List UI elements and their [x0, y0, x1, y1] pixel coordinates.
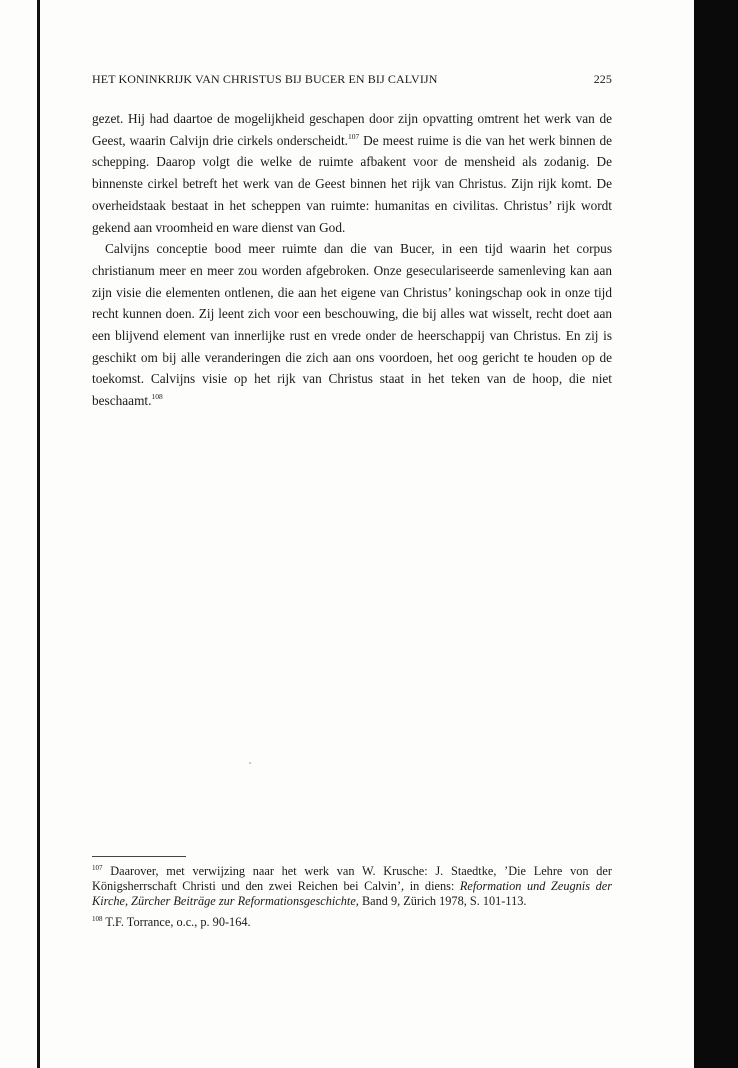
running-title: HET KONINKRIJK VAN CHRISTUS BIJ BUCER EN BIJ CALVIJN: [92, 72, 438, 86]
footnotes: [92, 864, 612, 936]
paragraph-text: gezet. Hij had daartoe de mogelijkheid geschapen door zijn opvatting omtrent het werk van de Geest, waarin Calvijn drie cirkels onderscheidt.: [92, 111, 612, 148]
paragraph-2: [92, 238, 612, 412]
footnote-reference[interactable]: 108: [151, 392, 163, 402]
footnote-text: ,: [125, 894, 132, 908]
footnote-number: 107: [92, 864, 103, 872]
footnote-series: Zürcher Beiträge zur Reformationsgeschichte: [131, 894, 356, 908]
footnote-reference[interactable]: 107: [347, 131, 360, 141]
main-text: [92, 108, 612, 412]
footnote-text: Daarover, met verwijzing naar het werk van W. Krusche: J. Staedtke, ’Die Lehre von der Königsherrschaft Christi und den zwei Reichen bei Calvin’, in diens:: [92, 864, 612, 893]
running-head: [92, 72, 612, 87]
scan-left-edge: [37, 0, 40, 1068]
footnote-text: , Band 9, Zürich 1978, S. 101-113.: [355, 894, 527, 908]
book-page: [92, 0, 612, 1068]
footnote-108: [92, 915, 612, 930]
paragraph-text: Calvijns conceptie bood meer ruimte dan die van Bucer, in een tijd waarin het corpus christianum meer en meer zou worden afgebroken. Onze geseculariseerde samenleving kan aan zijn visie die elementen ontlenen, die aan het eigene van Christus’ koningschap ook in onze tijd recht kunnen doen. Zij leent zich voor een beschouwing, die bij alles wat wisselt, recht doet aan een blijvend element van innerlijke rust en vrede onder de heerschappij van Christus. En zij is geschikt om bij alle veranderingen die zich aan ons voordoen, het oog gericht te houden op de toekomst. Calvijns visie op het rijk van Christus staat in het teken van de hoop, die niet beschaamt.: [92, 241, 612, 409]
paragraph-1: [92, 108, 612, 238]
page-number: 225: [593, 72, 612, 86]
footnote-title: Reformation und Zeugnis der Kirche: [92, 879, 613, 908]
footnote-107: [92, 864, 612, 909]
scan-right-edge: [694, 0, 738, 1068]
scan-speck: [249, 762, 251, 764]
footnote-number: 108: [92, 915, 103, 923]
paragraph-text: De meest ruime is die van het werk binnen de schepping. Daarop volgt die welke de ruimte afbakent voor de mensheid als zodanig. De binnenste cirkel betreft het werk van de Geest binnen het rijk van Christus. Zijn rijk komt. De overheidstaak bestaat in het scheppen van ruimte: humanitas en civilitas. Christus’ rijk wordt gekend aan vroomheid en ware dienst van God.: [92, 132, 612, 235]
footnote-separator: [92, 856, 186, 857]
footnote-text: T.F. Torrance, o.c., p. 90-164.: [102, 915, 251, 929]
